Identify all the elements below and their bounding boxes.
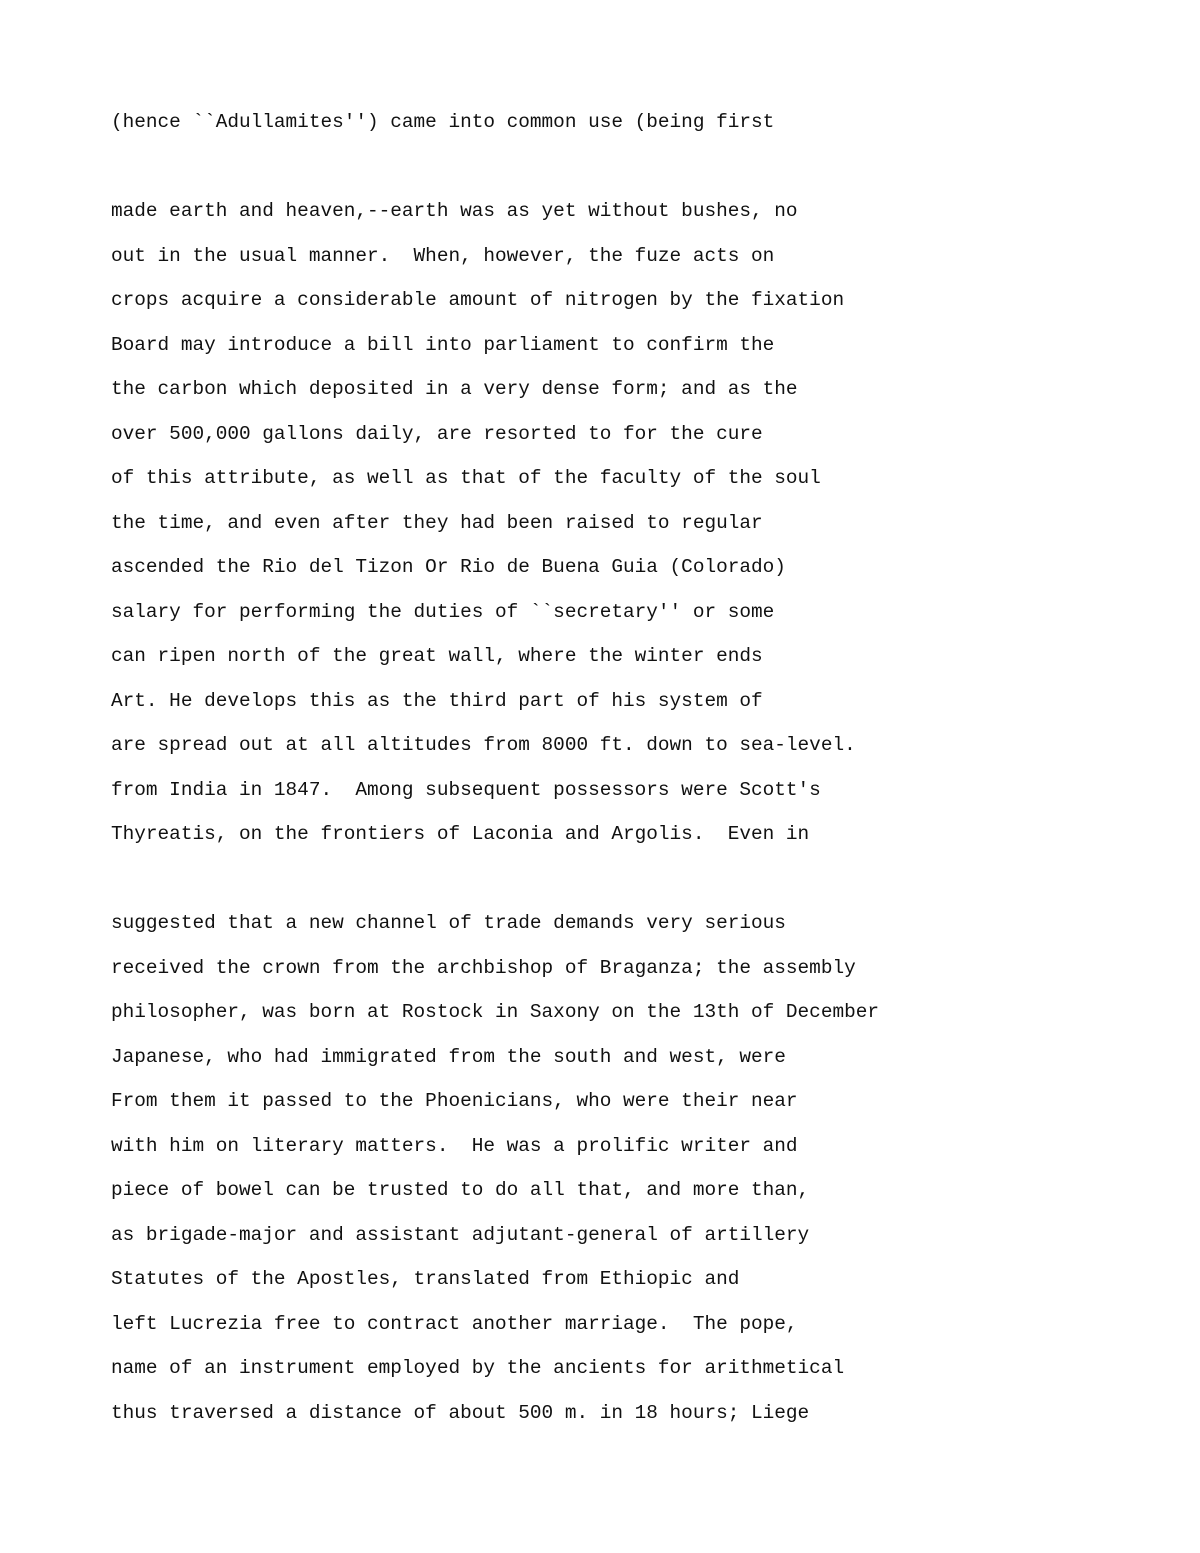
text-line: suggested that a new channel of trade demands very serious bbox=[111, 912, 786, 934]
text-line: can ripen north of the great wall, where the winter ends bbox=[111, 645, 763, 667]
text-line: as brigade-major and assistant adjutant-general of artillery bbox=[111, 1223, 810, 1246]
text-line: are spread out at all altitudes from 8000 ft. down to sea-level. bbox=[111, 734, 856, 756]
text-line: philosopher, was born at Rostock in Saxony on the 13th of December bbox=[111, 1001, 879, 1023]
text-line: out in the usual manner. When, however, the fuze acts on bbox=[111, 244, 775, 267]
text-line: salary for performing the duties of ``secretary'' or some bbox=[111, 600, 775, 623]
text-line: (hence ``Adullamites'') came into common use (being first bbox=[111, 111, 775, 133]
paragraph-3 bbox=[111, 910, 879, 1444]
text-line: of this attribute, as well as that of the faculty of the soul bbox=[111, 467, 821, 489]
text-line: from India in 1847. Among subsequent possessors were Scott's bbox=[111, 778, 821, 801]
text-line: crops acquire a considerable amount of nitrogen by the fixation bbox=[111, 289, 845, 311]
text-line: Board may introduce a bill into parliament to confirm the bbox=[111, 333, 775, 356]
text-line: name of an instrument employed by the ancients for arithmetical bbox=[111, 1357, 845, 1379]
text-line: Statutes of the Apostles, translated from Ethiopic and bbox=[111, 1268, 740, 1290]
text-line: with him on literary matters. He was a prolific writer and bbox=[111, 1134, 798, 1157]
paragraph-2 bbox=[111, 198, 856, 866]
text-line: From them it passed to the Phoenicians, who were their near bbox=[111, 1090, 798, 1112]
text-line: made earth and heaven,--earth was as yet without bushes, no bbox=[111, 200, 798, 222]
text-line: received the crown from the archbishop of Braganza; the assembly bbox=[111, 956, 856, 979]
text-line: the carbon which deposited in a very dense form; and as the bbox=[111, 378, 798, 400]
text-line: Art. He develops this as the third part of his system of bbox=[111, 689, 763, 712]
text-line: Japanese, who had immigrated from the south and west, were bbox=[111, 1045, 786, 1068]
text-line: Thyreatis, on the frontiers of Laconia and Argolis. Even in bbox=[111, 823, 810, 845]
text-line: the time, and even after they had been raised to regular bbox=[111, 511, 763, 534]
paragraph-1 bbox=[111, 109, 774, 154]
text-line: over 500,000 gallons daily, are resorted to for the cure bbox=[111, 422, 763, 445]
text-line: thus traversed a distance of about 500 m. in 18 hours; Liege bbox=[111, 1401, 810, 1424]
text-line: left Lucrezia free to contract another marriage. The pope, bbox=[111, 1312, 798, 1335]
text-line: ascended the Rio del Tizon Or Rio de Buena Guia (Colorado) bbox=[111, 556, 786, 578]
text-line: piece of bowel can be trusted to do all that, and more than, bbox=[111, 1179, 810, 1201]
